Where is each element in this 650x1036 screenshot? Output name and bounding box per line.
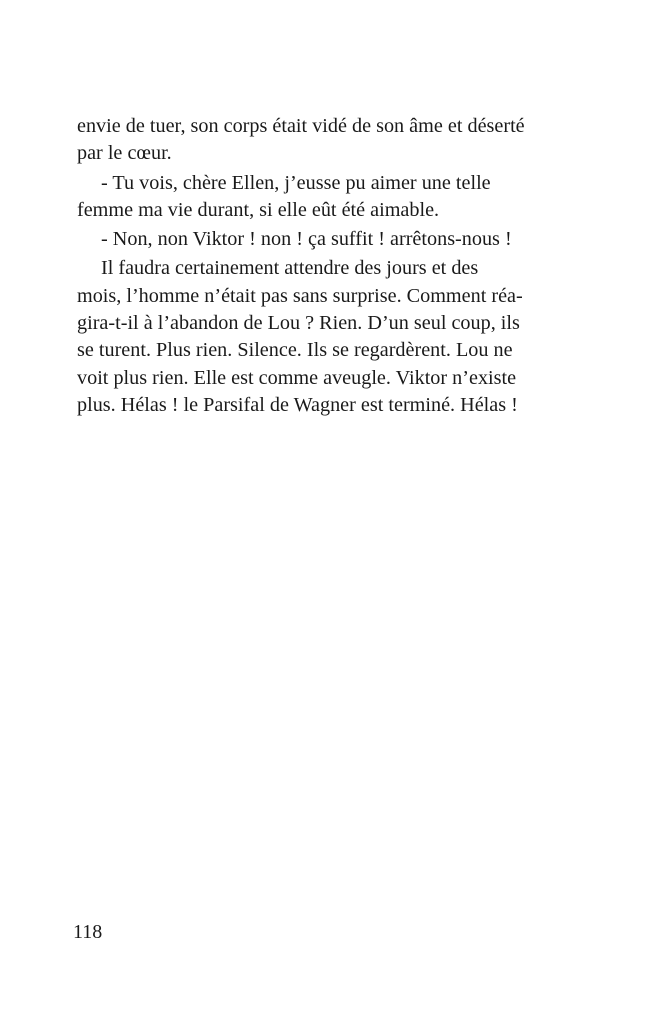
text-line: - Tu vois, chère Ellen, j’eusse pu aimer une telle <box>101 171 491 194</box>
paragraph-narration <box>77 255 559 419</box>
paragraph-dialogue-ellen <box>77 226 559 253</box>
page-number: 118 <box>73 921 103 943</box>
text-line: gira-t-il à l’abandon de Lou ? Rien. D’un seul coup, ils <box>77 312 520 335</box>
text-line: mois, l’homme n’était pas sans surprise. Comment réa- <box>77 284 523 307</box>
text-line: - Non, non Viktor ! non ! ça suffit ! arrêtons-nous ! <box>101 228 512 251</box>
page-body-text <box>77 113 559 419</box>
text-line: voit plus rien. Elle est comme aveugle. Viktor n’existe <box>77 366 517 389</box>
paragraph-dialogue-viktor <box>77 170 559 225</box>
text-line: femme ma vie durant, si elle eût été aimable. <box>77 198 440 221</box>
text-line: envie de tuer, son corps était vidé de son âme et déserté <box>77 115 525 137</box>
text-line: par le cœur. <box>77 142 172 165</box>
text-line: se turent. Plus rien. Silence. Ils se regardèrent. Lou ne <box>77 339 513 362</box>
text-line: plus. Hélas ! le Parsifal de Wagner est terminé. Hélas ! <box>77 393 518 416</box>
text-line: Il faudra certainement attendre des jours et des <box>101 257 479 280</box>
paragraph-continuation <box>77 113 559 168</box>
